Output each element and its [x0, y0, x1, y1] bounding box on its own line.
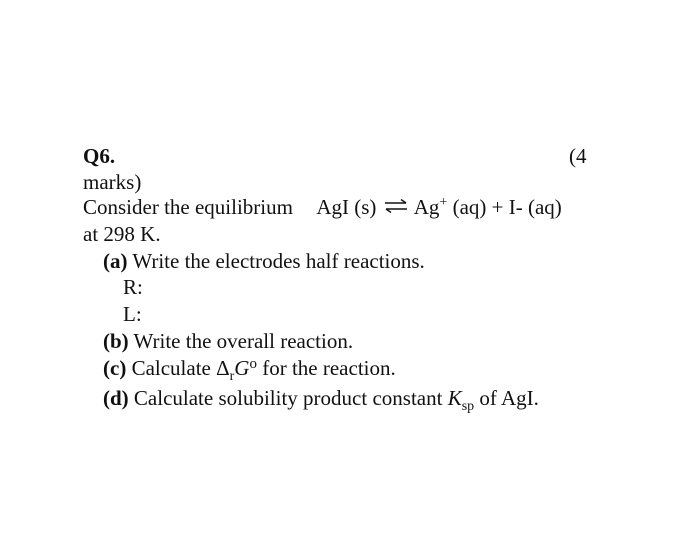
part-c-symbol: G	[234, 356, 250, 380]
marks-close: marks)	[83, 170, 142, 194]
equilibrium-arrow-icon	[384, 199, 408, 213]
question-number: Q6.	[83, 144, 116, 168]
cation-state-and-anion: (aq) + I- (aq)	[447, 195, 562, 219]
part-b-label: (b)	[103, 329, 129, 353]
part-b	[103, 328, 353, 354]
part-a-right-electrode: R:	[123, 275, 143, 299]
part-d-text-after: of AgI.	[474, 386, 539, 410]
part-d-symbol: K	[447, 386, 462, 410]
part-a-text: Write the electrodes half reactions.	[127, 249, 425, 273]
equilibrium-statement	[83, 194, 562, 220]
reactant: AgI (s)	[316, 195, 377, 219]
part-a	[103, 248, 425, 274]
part-d-text-before: Calculate solubility product constant	[128, 386, 448, 410]
part-d-label: (d)	[103, 386, 129, 410]
part-c-text-before: Calculate Δ	[126, 356, 230, 380]
part-c	[103, 355, 396, 384]
cation: Ag	[413, 195, 440, 219]
part-a-label: (a)	[103, 249, 128, 273]
marks-open: (4	[569, 144, 587, 168]
part-b-text: Write the overall reaction.	[128, 329, 354, 353]
part-a-left-electrode: L:	[123, 302, 142, 326]
cation-charge: +	[439, 195, 448, 210]
intro-text: Consider the equilibrium	[83, 195, 293, 219]
part-c-superscript: o	[249, 356, 257, 372]
part-d-subscript: sp	[461, 399, 475, 414]
temperature-condition: at 298 K.	[83, 222, 161, 246]
part-c-label: (c)	[103, 356, 127, 380]
part-c-subscript: r	[229, 369, 235, 384]
part-c-text-after: for the reaction.	[256, 356, 396, 380]
part-d	[103, 385, 539, 414]
